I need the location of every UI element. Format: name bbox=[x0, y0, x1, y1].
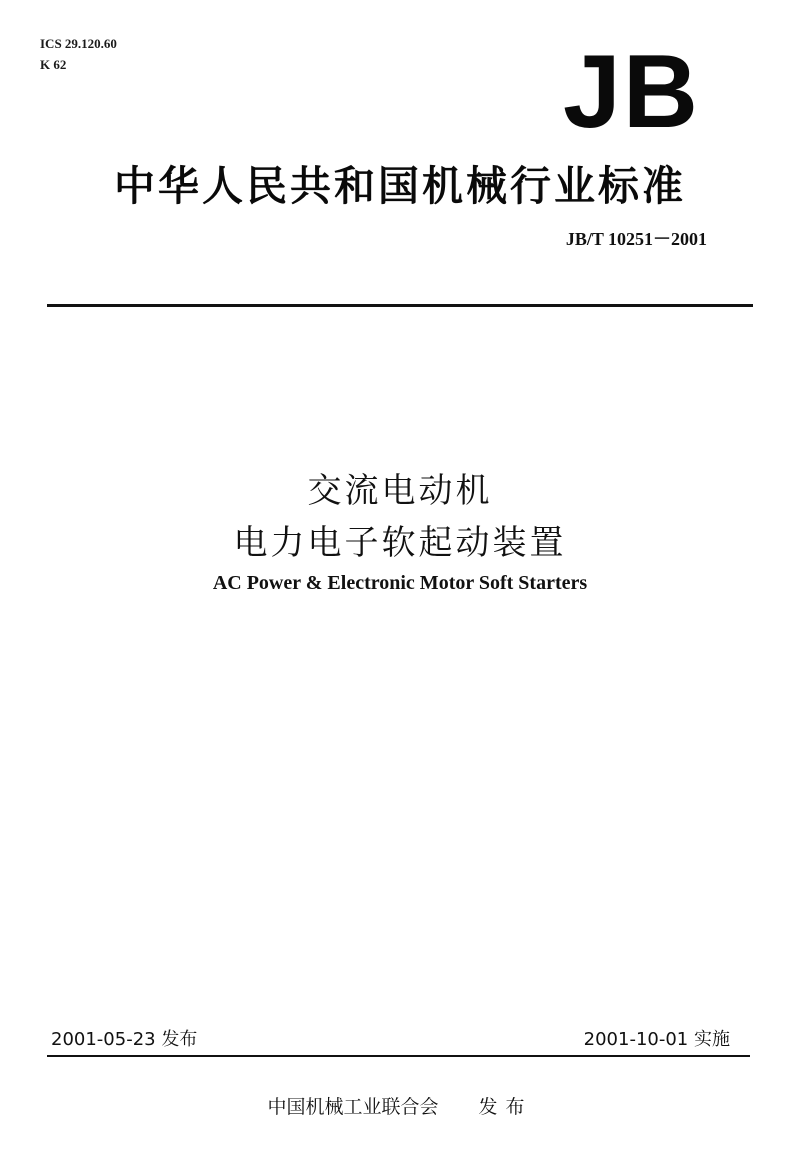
ccs-code: K 62 bbox=[40, 57, 67, 72]
implementation-date: 2001-10-01 实施 bbox=[583, 1029, 730, 1050]
publisher-action: 发布 bbox=[478, 1096, 533, 1118]
organization-title: 中华人民共和国机械行业标准 bbox=[114, 162, 686, 210]
publisher-line bbox=[0, 1094, 800, 1120]
document-title-line-2: 电力电子软起动装置 bbox=[233, 523, 567, 563]
document-title-line-1: 交流电动机 bbox=[307, 471, 493, 511]
jb-logo: JB bbox=[563, 34, 700, 150]
header-divider bbox=[47, 304, 753, 307]
publisher-name: 中国机械工业联合会 bbox=[267, 1096, 439, 1118]
document-title-english: AC Power & Electronic Motor Soft Starters bbox=[212, 572, 588, 594]
issue-date: 2001-05-23 发布 bbox=[51, 1029, 198, 1050]
standard-number: JB/T 10251－2001 bbox=[565, 229, 707, 249]
footer-divider bbox=[47, 1055, 750, 1057]
ics-code: ICS 29.120.60 bbox=[40, 36, 117, 51]
